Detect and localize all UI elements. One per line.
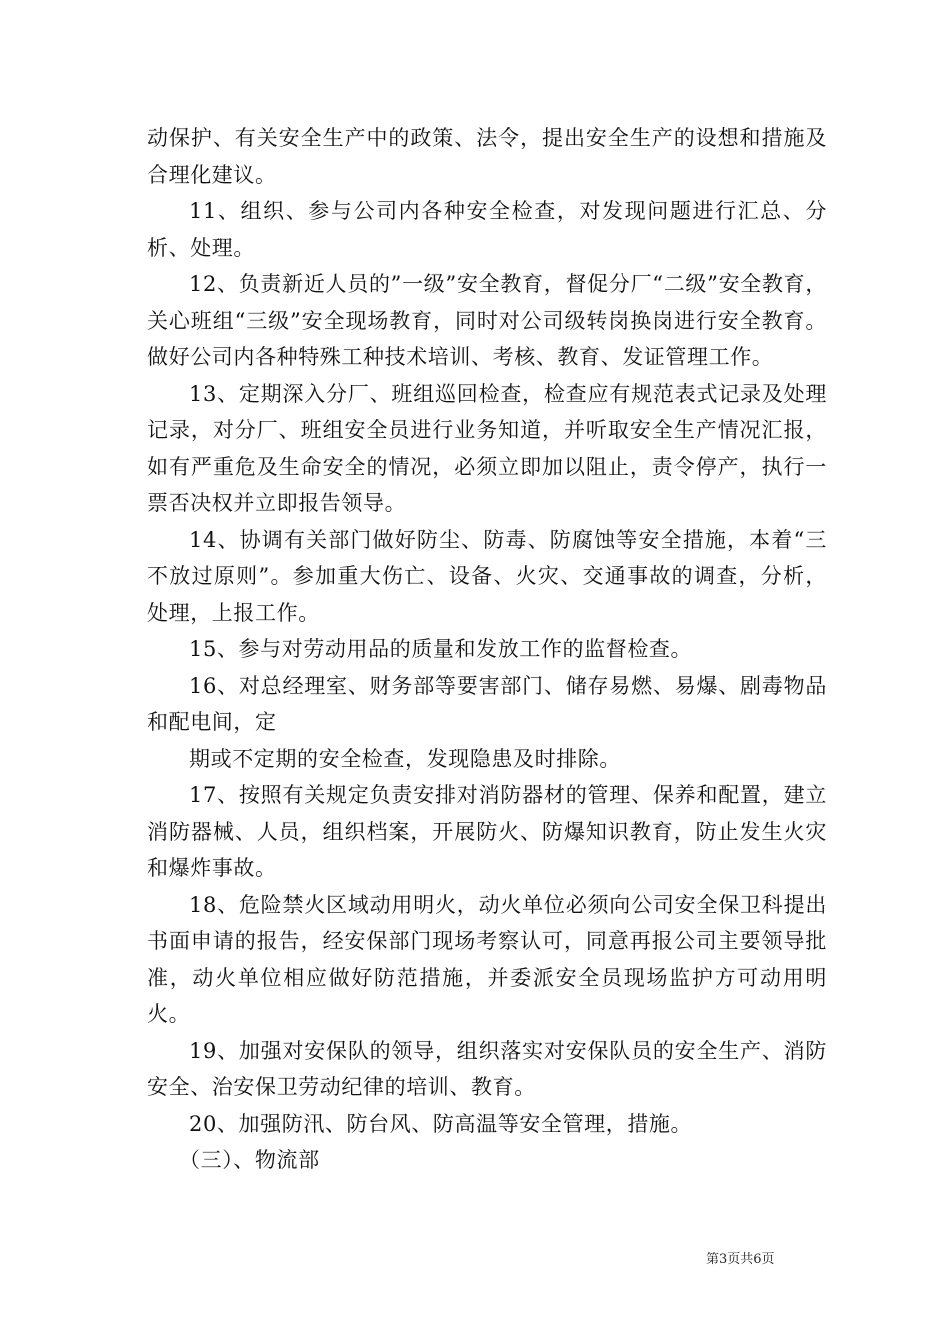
paragraph-item-15: 15、参与对劳动用品的质量和发放工作的监督检查。 <box>189 637 693 661</box>
paragraph-item-13: 13、定期深入分厂、班组巡回检查，检查应有规范表式记录及处理记录，对分厂、班组安全员进行业务知道，并听取安全生产情况汇报，如有严重危及生命安全的情况，必须立即加以阻止，责令停产，执行一票否决权并立即报告领导。 <box>147 381 827 515</box>
paragraph-item-18: 18、危险禁火区域动用明火，动火单位必须向公司安全保卫科提出书面申请的报告，经安保部门现场考察认可，同意再报公司主要领导批准，动火单位相应做好防范措施，并委派安全员现场监护方可动用明火。 <box>147 892 827 1026</box>
paragraph-item-14: 14、协调有关部门做好防尘、防毒、防腐蚀等安全措施，本着“三不放过原则”。参加重大伤亡、设备、火灾、交通事故的调查，分析，处理，上报工作。 <box>147 527 827 625</box>
document-body <box>147 120 827 1179</box>
section-heading-logistics: （三）、物流部 <box>179 1148 320 1172</box>
page-number: 第3页共6页 <box>706 1252 775 1267</box>
paragraph-item-19: 19、加强对安保队的领导，组织落实对安保队员的安全生产、消防安全、治安保卫劳动纪律的培训、教育。 <box>147 1038 827 1099</box>
paragraph-item-16: 16、对总经理室、财务部等要害部门、储存易燃、易爆、剧毒物品和配电间，定 <box>147 673 827 734</box>
paragraph-item-17: 17、按照有关规定负责安排对消防器材的管理、保养和配置，建立消防器械、人员，组织档案，开展防火、防爆知识教育，防止发生火灾和爆炸事故。 <box>147 783 827 880</box>
paragraph-item-12: 12、负责新近人员的”一级”安全教育，督促分厂“二级”安全教育，关心班组“三级”安全现场教育，同时对公司级转岗换岗进行安全教育。做好公司内各种特殊工种技术培训、考核、教育、发证管理工作。 <box>147 272 827 369</box>
paragraph-item-11: 11、组织、参与公司内各种安全检查，对发现问题进行汇总、分析、处理。 <box>147 199 827 260</box>
paragraph-item-20: 20、加强防汛、防台风、防高温等安全管理，措施。 <box>189 1111 693 1136</box>
paragraph-item-16-continued: 期或不定期的安全检查，发现隐患及时排除。 <box>189 746 621 771</box>
paragraph-continuation: 动保护、有关安全生产中的政策、法令，提出安全生产的设想和措施及合理化建议。 <box>147 126 827 187</box>
